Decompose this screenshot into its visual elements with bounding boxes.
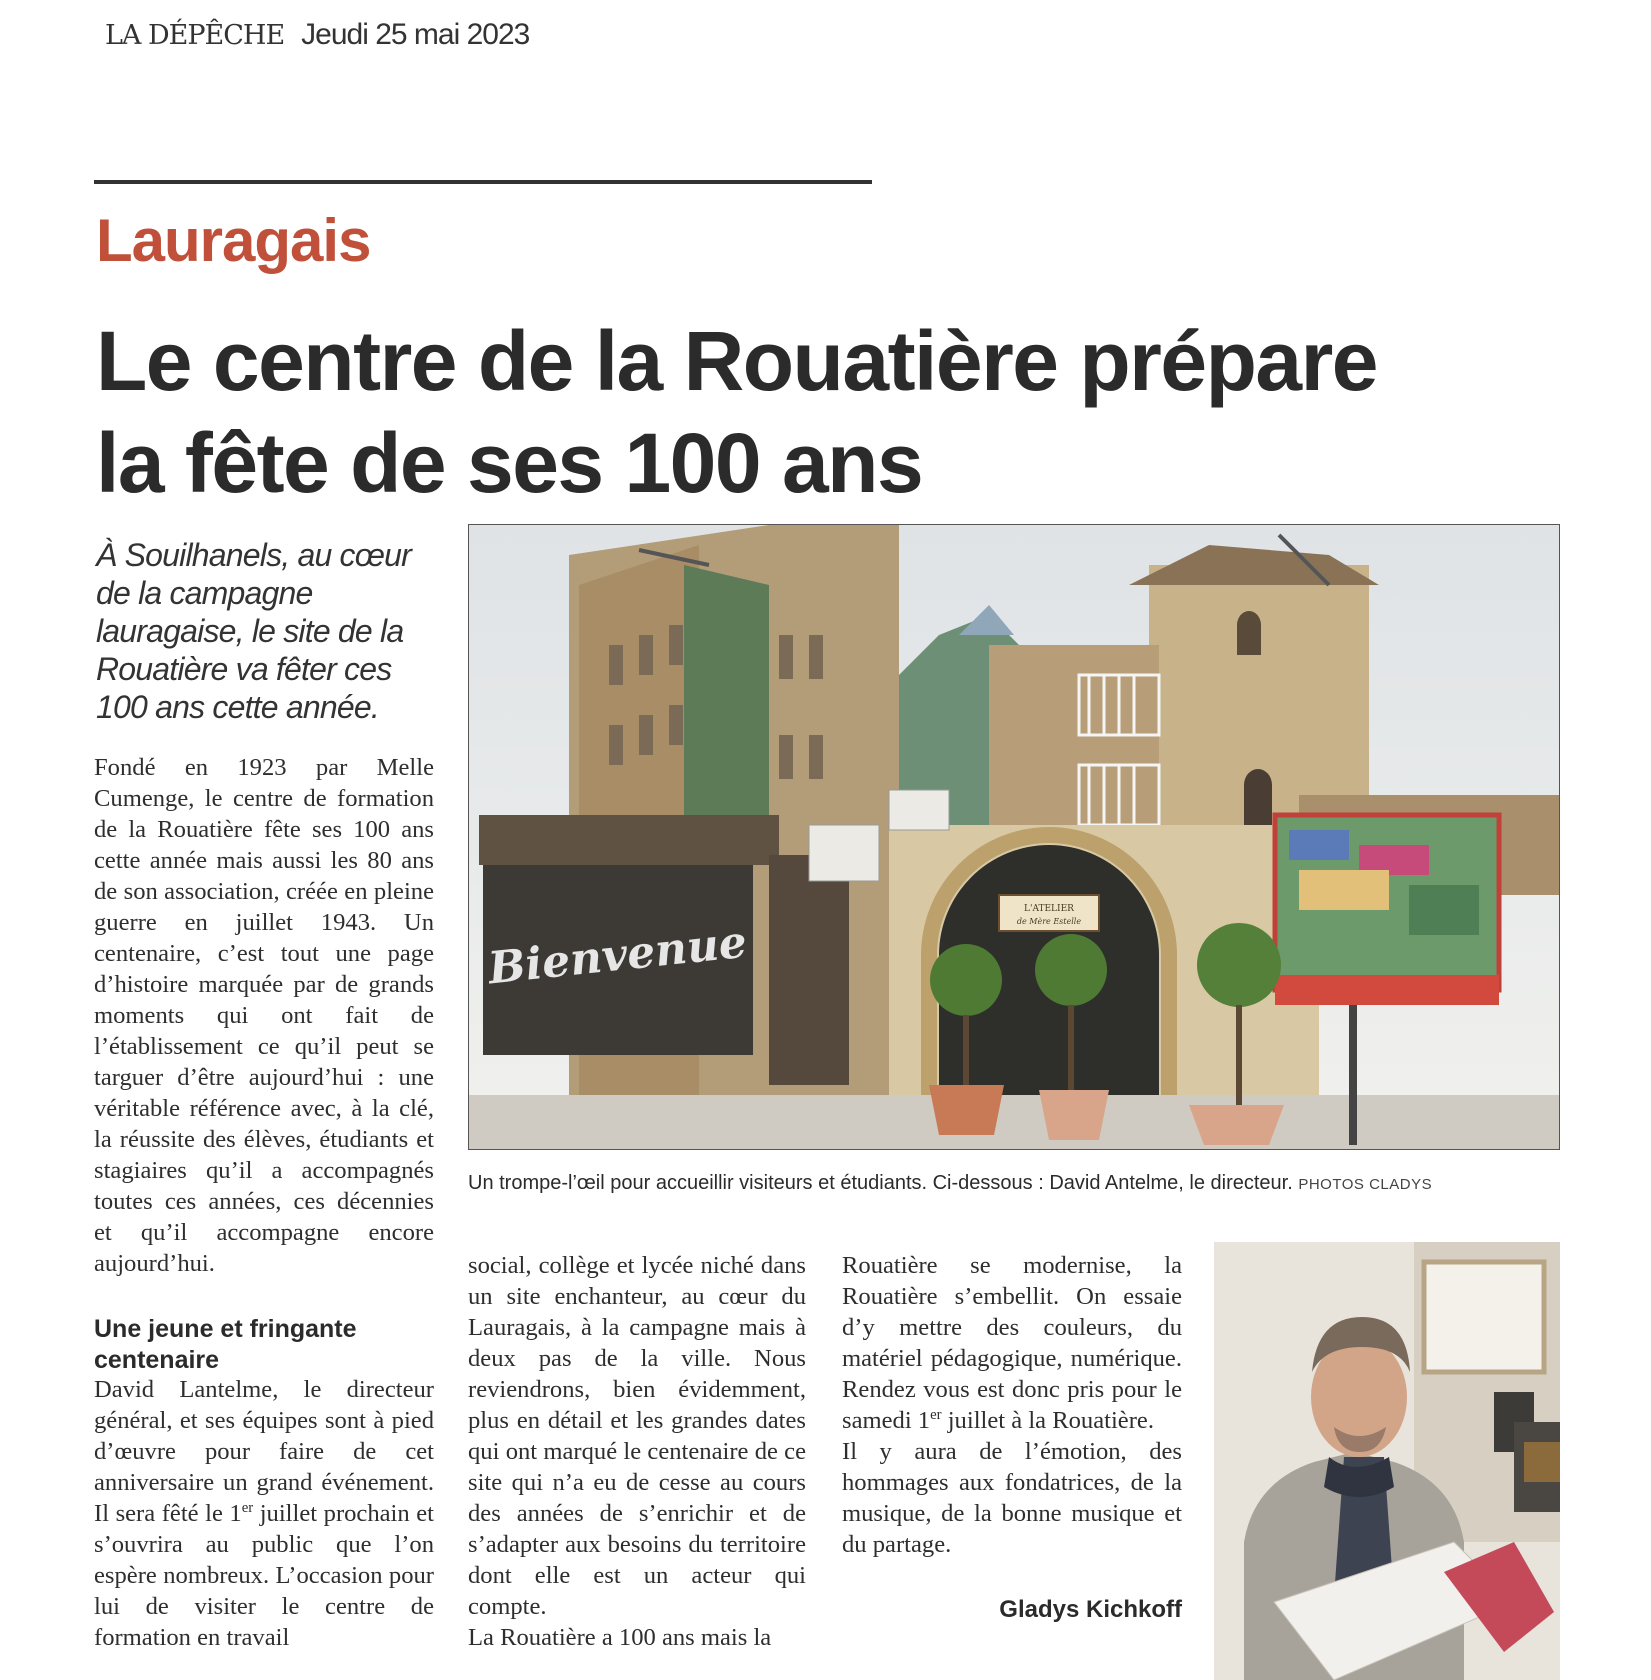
top-rule (94, 180, 872, 184)
column-1-paragraph-1: Fondé en 1923 par Melle Cumenge, le centre de formation de la Rouatière fête ses 100 ans cette année mais aussi les 80 ans de son association, créée en pleine guerre en juillet 1943. Un centenaire, c’est tout une page d’histoire marquée par de grands moments qui ont fait de l’établissement ce qu’il peut se targuer d’être aujourd’hui : une véritable référence avec, à la clé, la réussite des élèves, étudiants et stagiaires qu’il a accompagnés toutes ces années, ces décennies et qu’il accompagne encore aujourd’hui. (94, 754, 434, 1277)
headline-line-1: Le centre de la Rouatière prépare (96, 314, 1378, 408)
column-1-paragraph-2 (94, 1374, 434, 1680)
text-fragment: juillet prochain et s’ouvrira au public que l’on espère nombreux. L’occasion pour lui de visiter le centre de formation en travail (94, 1500, 434, 1651)
section-label: Lauragais (96, 207, 371, 274)
photo-caption (468, 1168, 1568, 1200)
column-3 (842, 1250, 1182, 1590)
subheading: Une jeune et fringante centenaire (94, 1315, 357, 1374)
superscript: er (930, 1406, 942, 1423)
newspaper-name: LA DÉPÊCHE (105, 20, 285, 51)
main-photo (468, 524, 1560, 1150)
photo-credit: PHOTOS CLADYS (1298, 1176, 1433, 1193)
column-3-paragraph-1 (842, 1250, 1182, 1436)
column-2-paragraph-1: social, collège et lycée niché dans un site enchanteur, au cœur du Lauragais, à la campagne mais à deux pas de la ville. Nous reviendrons, bien évidemment, plus en détail et les grandes dates qui ont marqué le centenaire de ce site qui n’a eu de cesse au cours des années de s’enrichir et de s’adapter aux besoins du territoire dont elle est un acteur qui compte. (468, 1252, 806, 1620)
text-fragment: Rouatière se modernise, la Rouatière s’embellit. On essaie d’y mettre des couleurs, du matériel pédagogique, numérique. Rendez vous est donc pris pour le samedi 1 (842, 1252, 1182, 1434)
headline-line-2: la fête de ses 100 ans (96, 416, 923, 510)
portrait-illustration (1214, 1242, 1560, 1680)
svg-text:Bienvenue: Bienvenue (485, 916, 750, 995)
caption-text: Un trompe-l’œil pour accueillir visiteurs et étudiants. Ci-dessous : David Antelme, le directeur. (468, 1172, 1293, 1194)
text-fragment: juillet à la Rouatière. (941, 1407, 1154, 1434)
lead-paragraph: À Souilhanels, au cœur de la campagne lauragaise, le site de la Rouatière va fêter ces 100 ans cette année. (96, 537, 412, 725)
masthead (105, 18, 529, 52)
headline (96, 310, 1596, 514)
superscript: er (241, 1499, 254, 1516)
svg-text:de Mère Estelle: de Mère Estelle (1016, 917, 1082, 926)
building-photo-illustration (469, 525, 1560, 1150)
text-fragment: David Lantelme, le directeur général, et ses équipes sont à pied d’œuvre pour faire de cet anniversaire un grand événement. Il sera fêté le 1 (94, 1376, 434, 1527)
portrait-photo (1214, 1242, 1560, 1680)
column-2 (468, 1250, 806, 1680)
svg-text:L'ATELIER: L'ATELIER (1024, 904, 1074, 914)
column-2-paragraph-2: La Rouatière a 100 ans mais la (468, 1624, 772, 1651)
column-3-paragraph-2: Il y aura de l’émotion, des hommages aux fondatrices, de la musique, de la bonne musique et du partage. (842, 1438, 1182, 1558)
issue-date: Jeudi 25 mai 2023 (301, 18, 530, 51)
author-signature: Gladys Kichkoff (999, 1596, 1182, 1623)
